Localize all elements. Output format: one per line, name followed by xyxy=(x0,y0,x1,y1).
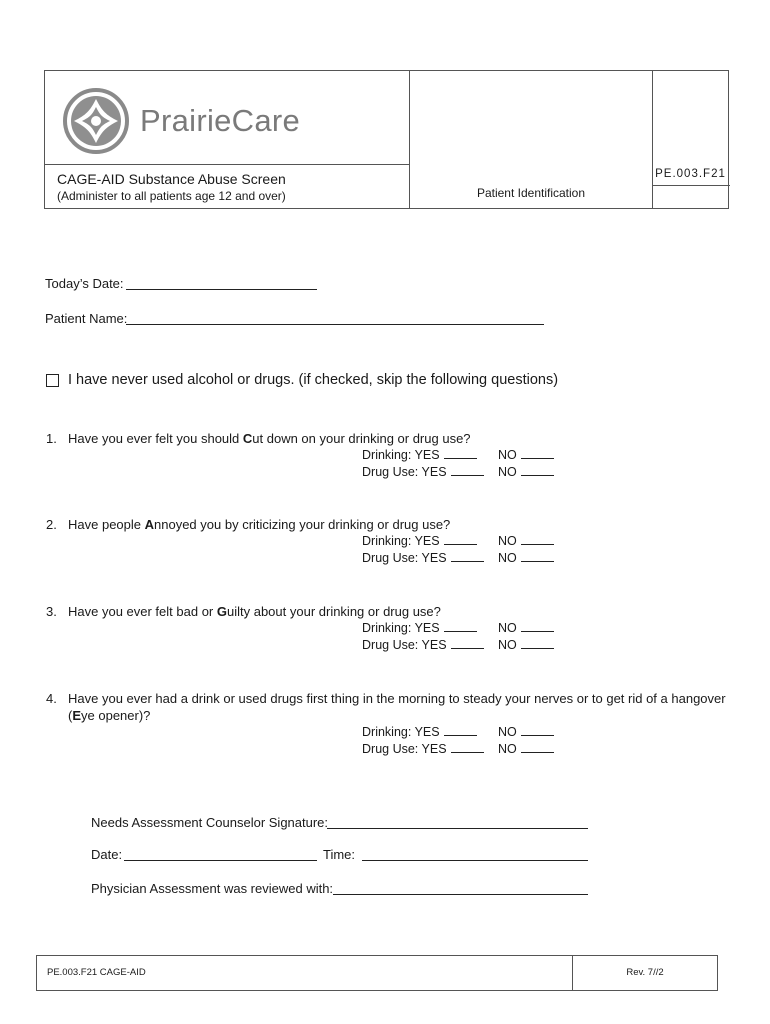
footer-revision: Rev. 7//2 xyxy=(626,967,664,978)
q2-drinking-yes[interactable]: Drinking: YES xyxy=(362,534,477,548)
q1-drug-use-yes[interactable]: Drug Use: YES xyxy=(362,465,484,479)
q3-drug-use-yes[interactable]: Drug Use: YES xyxy=(362,638,484,652)
patient-name-field[interactable] xyxy=(126,324,544,325)
form-title: CAGE-AID Substance Abuse Screen xyxy=(57,171,286,187)
q4-drug-use-yes[interactable]: Drug Use: YES xyxy=(362,742,484,756)
q2-drinking-no[interactable]: NO xyxy=(498,534,554,548)
header-divider xyxy=(45,164,409,165)
time-label: Time: xyxy=(323,847,356,862)
q2-drug-use-yes[interactable]: Drug Use: YES xyxy=(362,551,484,565)
prairiecare-logo-icon xyxy=(62,87,130,155)
q3-drinking-yes[interactable]: Drinking: YES xyxy=(362,621,477,635)
patient-identification-label: Patient Identification xyxy=(476,186,586,200)
brand-logo xyxy=(62,86,300,156)
never-used-checkbox[interactable] xyxy=(46,374,59,387)
never-used-label: I have never used alcohol or drugs. (if checked, skip the following questions) xyxy=(68,372,559,388)
todays-date-field[interactable] xyxy=(126,289,317,290)
form-code: PE.003.F21 xyxy=(655,168,726,180)
never-used-option[interactable] xyxy=(46,372,558,388)
physician-assessment-label: Physician Assessment was reviewed with: xyxy=(91,881,334,896)
q1-drug-use-no[interactable]: NO xyxy=(498,465,554,479)
header-divider xyxy=(652,185,730,186)
question-2-text: Have people Annoyed you by criticizing your drinking or drug use? xyxy=(68,517,451,532)
form-subtitle: (Administer to all patients age 12 and over) xyxy=(57,189,286,203)
date-label: Date: xyxy=(91,847,123,862)
question-1-text: Have you ever felt you should Cut down on your drinking or drug use? xyxy=(68,431,471,446)
counselor-signature-field[interactable] xyxy=(327,828,588,829)
time-field[interactable] xyxy=(362,860,588,861)
brand-name: PrairieCare xyxy=(140,103,301,138)
question-number: 4. xyxy=(46,691,57,706)
q3-drinking-no[interactable]: NO xyxy=(498,621,554,635)
physician-assessment-field[interactable] xyxy=(333,894,588,895)
header-divider xyxy=(652,71,653,208)
q2-drug-use-no[interactable]: NO xyxy=(498,551,554,565)
q3-drug-use-no[interactable]: NO xyxy=(498,638,554,652)
q4-drinking-yes[interactable]: Drinking: YES xyxy=(362,725,477,739)
todays-date-label: Today’s Date: xyxy=(45,276,124,291)
question-number: 2. xyxy=(46,517,57,532)
question-number: 1. xyxy=(46,431,57,446)
question-4-text: Have you ever had a drink or used drugs first thing in the morning to steady your nerves or to get rid of a hangover xyxy=(68,691,726,706)
question-4-text-line2: (Eye opener)? xyxy=(68,708,151,723)
question-3-text: Have you ever felt bad or Guilty about your drinking or drug use? xyxy=(68,604,441,619)
patient-name-label: Patient Name: xyxy=(45,311,128,326)
counselor-signature-label: Needs Assessment Counselor Signature: xyxy=(91,815,329,830)
question-number: 3. xyxy=(46,604,57,619)
q1-drinking-yes[interactable]: Drinking: YES xyxy=(362,448,477,462)
q4-drug-use-no[interactable]: NO xyxy=(498,742,554,756)
q4-drinking-no[interactable]: NO xyxy=(498,725,554,739)
date-field[interactable] xyxy=(124,860,317,861)
q1-drinking-no[interactable]: NO xyxy=(498,448,554,462)
footer-form-code: PE.003.F21 CAGE-AID xyxy=(47,967,146,978)
